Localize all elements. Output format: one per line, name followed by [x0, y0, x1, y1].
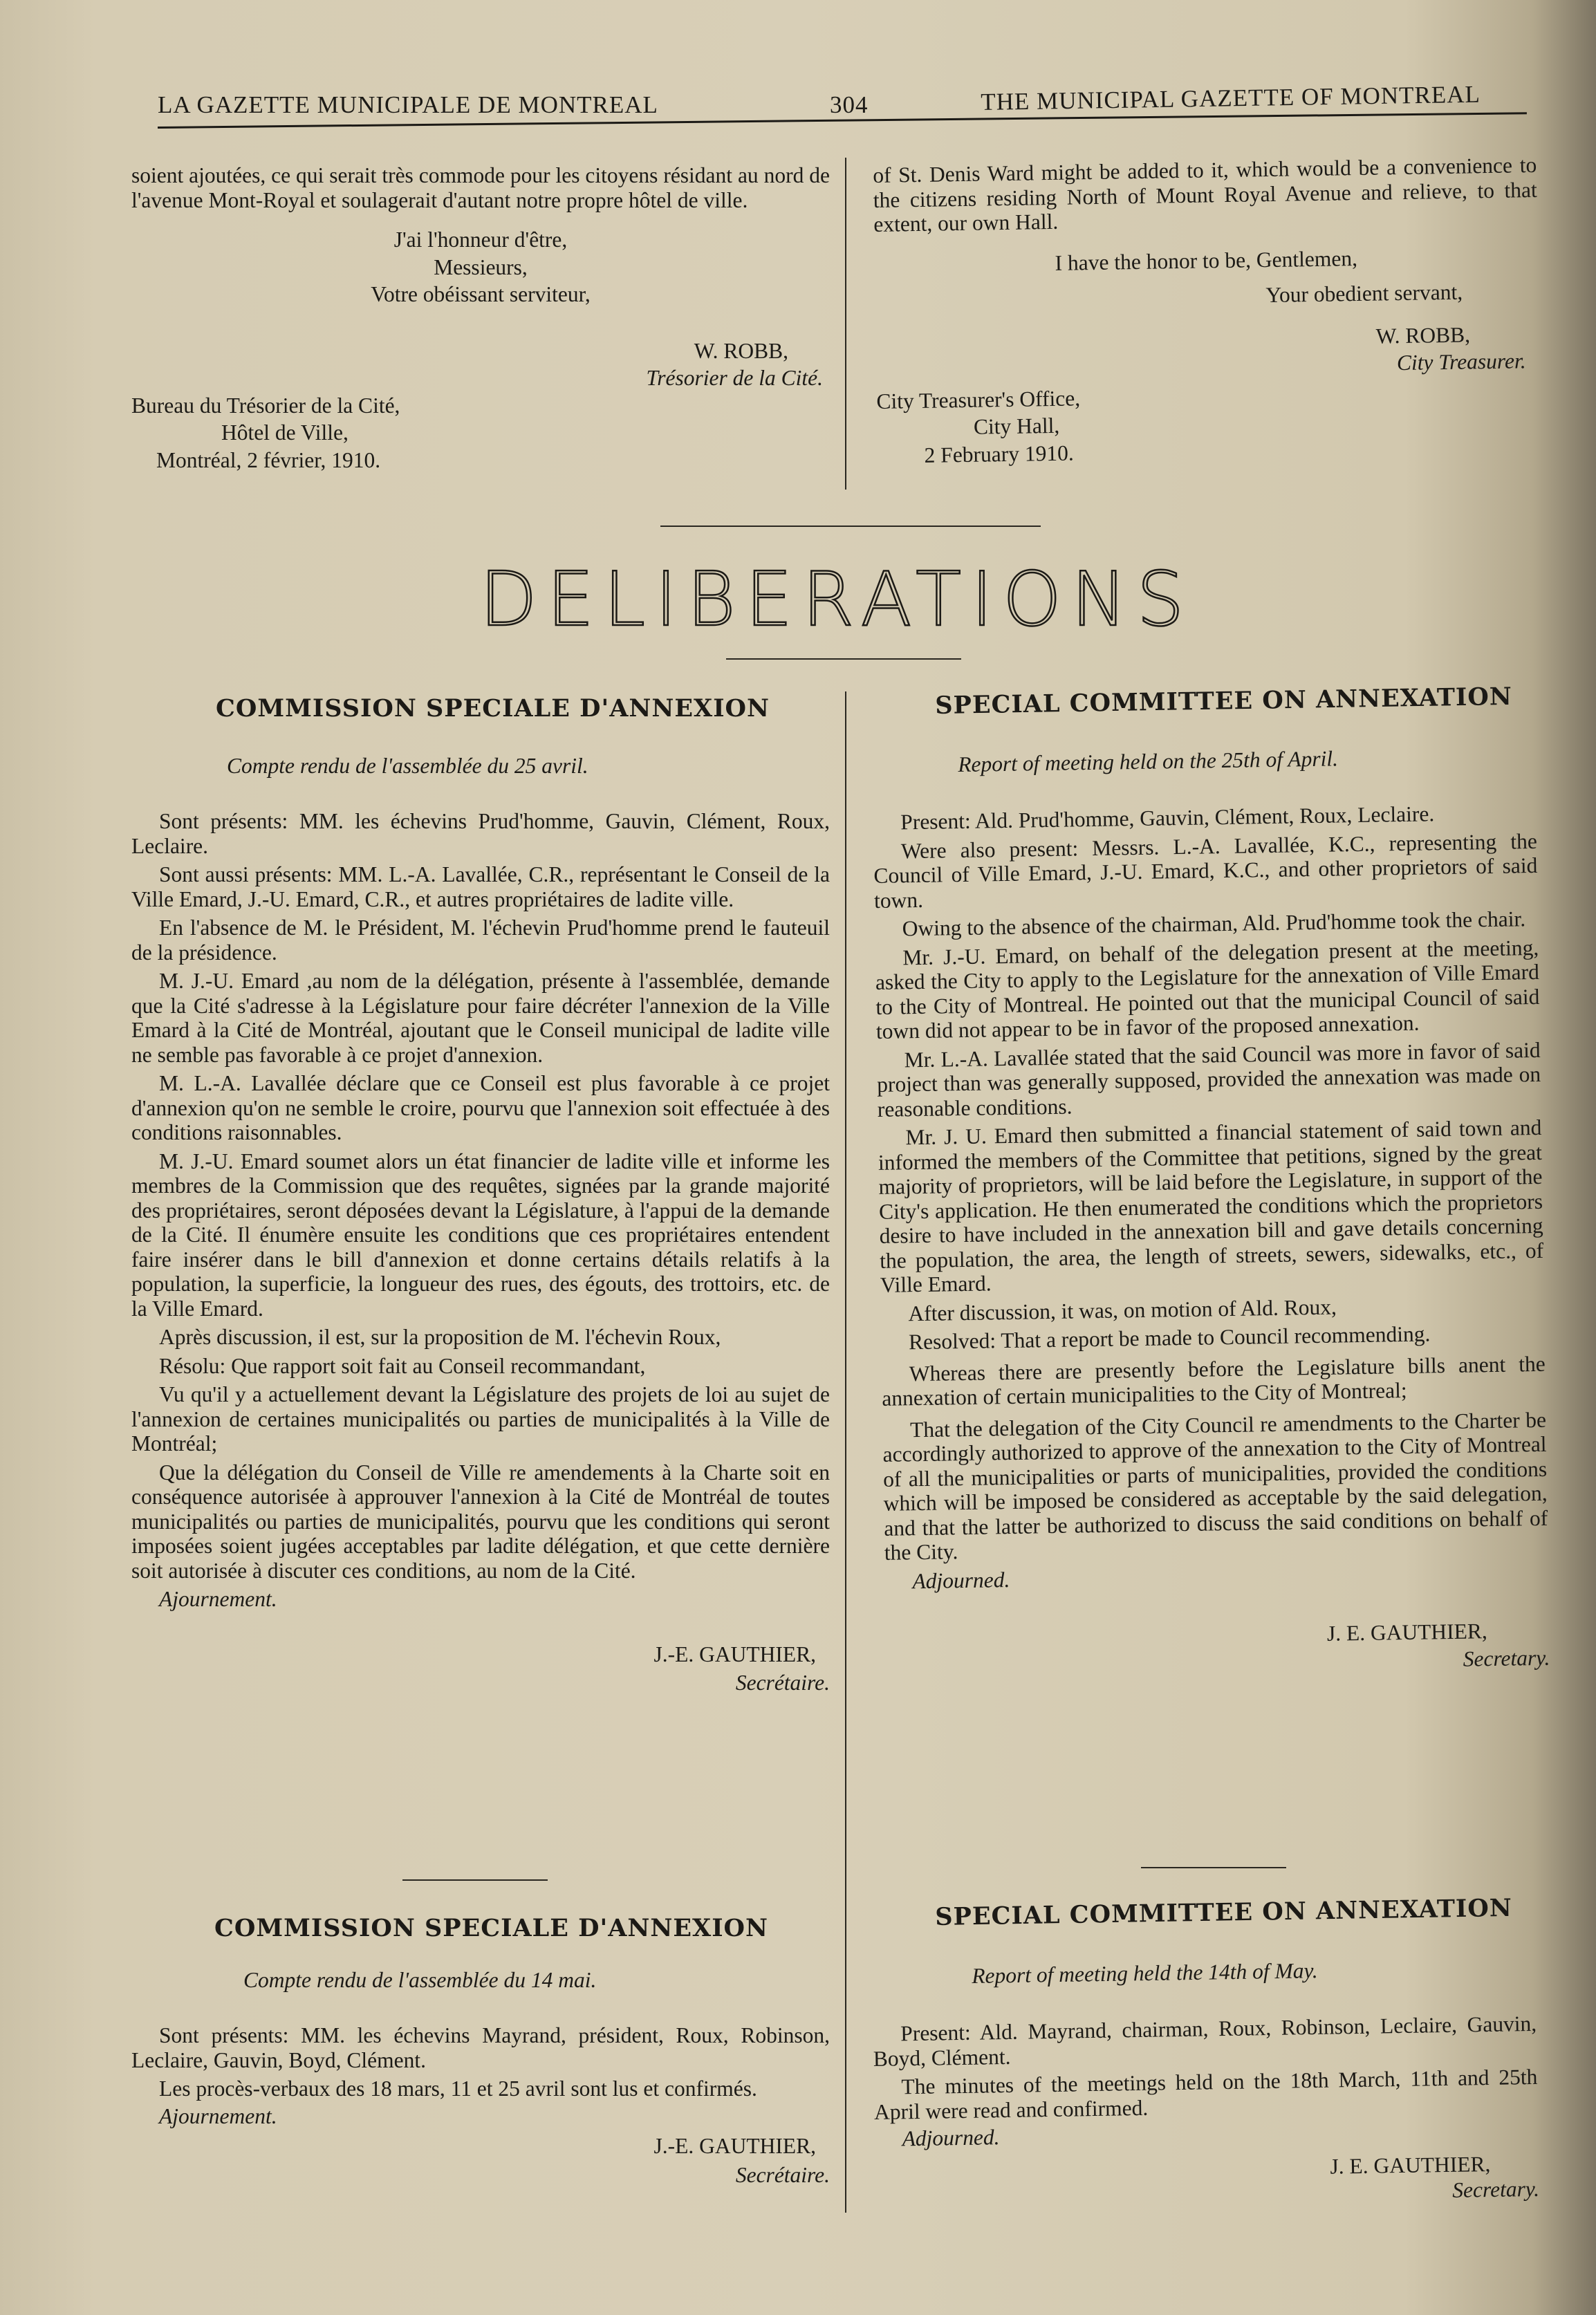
en-meeting2-paragraph: Present: Ald. Mayrand, chairman, Roux, Robinson, Leclaire, Gauvin, Boyd, Clément.	[873, 2011, 1537, 2071]
en-meeting1-paragraph: Whereas there are presently before the Legislature bills anent the annexation of certain municipalities to the City of Montreal;	[882, 1351, 1546, 1411]
letter-fr-title: Trésorier de la Cité.	[646, 366, 823, 390]
fr-meeting1-paragraph: M. J.-U. Emard soumet alors un état financier de ladite ville et informe les membres de la Commission que des requêtes, signées par la grande majorité des propriétaires, seront déposées devant la Législature, à l'appui de la demande de la Cité. Il énumère ensuite les conditions que ces propriétaires entendent faire insérer dans le bill d'annexion et donne certains détails relatifs à la population, la superficie, la longueur des rues, des égouts, des trottoirs, etc. de la Ville Emard.	[131, 1149, 830, 1321]
fr-meeting1-title: COMMISSION SPECIALE D'ANNEXION	[216, 694, 770, 723]
title-rule-bottom	[726, 658, 961, 660]
fr-meeting2-body	[131, 2023, 830, 2187]
fr-meeting2-title: COMMISSION SPECIALE D'ANNEXION	[214, 1914, 769, 1942]
header-right: THE MUNICIPAL GAZETTE OF MONTREAL	[981, 80, 1481, 115]
en-meeting2-adjourn: Adjourned.	[902, 2125, 1000, 2151]
letter-fr-address1: Bureau du Trésorier de la Cité,	[131, 393, 400, 418]
letter-en	[873, 153, 1541, 468]
section-title: DELIBERATIONS	[479, 557, 1194, 643]
fr-meeting1-subtitle: Compte rendu de l'assemblée du 25 avril.	[227, 754, 588, 778]
fr-meeting2-subtitle: Compte rendu de l'assemblée du 14 mai.	[243, 1968, 597, 1992]
fr-meeting1-paragraph: Vu qu'il y a actuellement devant la Législature des projets de loi au sujet de l'annexion de certaines municipalités ou parties de municipalités à la Ville de Montréal;	[131, 1382, 830, 1456]
fr-meeting1-paragraph: Après discussion, il est, sur la proposition de M. l'échevin Roux,	[159, 1325, 721, 1349]
title-rule-top	[660, 526, 1041, 527]
letter-en-closing2: Your obedient servant,	[1265, 279, 1463, 308]
letter-en-signature: W. ROBB,	[1375, 322, 1471, 348]
en-meeting1-sign-title: Secretary.	[1463, 1645, 1550, 1671]
column-divider-top	[845, 158, 846, 490]
letter-fr-closing3: Votre obéissant serviteur,	[371, 282, 591, 306]
en-meeting1-subtitle: Report of meeting held on the 25th of April.	[958, 746, 1339, 777]
fr-meeting1-paragraph: Sont présents: MM. les échevins Prud'homme, Gauvin, Clément, Roux, Leclaire.	[131, 809, 830, 858]
en-meeting1-adjourn: Adjourned.	[912, 1567, 1010, 1593]
fr-meeting1-signature: J.-E. GAUTHIER,	[653, 1642, 816, 1666]
letter-fr-closing1: J'ai l'honneur d'être,	[393, 227, 568, 252]
en-meeting1-paragraph: That the delegation of the City Council re amendments to the Charter be accordingly authorized to approve of the annexation to the City of Montreal of all the municipalities or parts of municipalities, provided the conditions which will be imposed be considered as acceptable by the said delegation, and that the latter be authorized to discuss the said conditions on behalf of the City.	[882, 1407, 1548, 1565]
separator-en	[1141, 1867, 1286, 1868]
letter-fr	[131, 163, 830, 472]
fr-meeting2-paragraph: Sont présents: MM. les échevins Mayrand, président, Roux, Robinson, Leclaire, Gauvin, Boyd, Clément.	[131, 2023, 830, 2072]
en-meeting1-paragraph: Were also present: Messrs. L.-A. Lavallée, K.C., representing the Council of Ville Emard, J.-U. Emard, K.C., and other proprietors of said town.	[873, 828, 1538, 913]
fr-meeting2-sign-title: Secrétaire.	[735, 2162, 830, 2187]
fr-meeting1-body	[131, 809, 830, 1695]
page-number: 304	[830, 91, 869, 118]
letter-fr-closing2: Messieurs,	[434, 254, 528, 279]
fr-meeting2-signature: J.-E. GAUTHIER,	[653, 2134, 816, 2158]
letter-fr-body: soient ajoutées, ce qui serait très commode pour les citoyens résidant au nord de l'avenue Mont-Royal et soulagerait d'autant notre propre hôtel de ville.	[131, 163, 830, 212]
fr-meeting1-paragraph: En l'absence de M. le Président, M. l'échevin Prud'homme prend le fauteuil de la présidence.	[131, 915, 830, 965]
en-meeting2-paragraph: The minutes of the meetings held on the 18th March, 11th and 25th April were read and confirmed.	[873, 2064, 1538, 2124]
column-divider-main	[845, 691, 846, 2213]
en-meeting1-paragraph: Resolved: That a report be made to Council recommending.	[908, 1321, 1431, 1355]
letter-en-title: City Treasurer.	[1396, 348, 1526, 375]
en-meeting1-paragraph: Mr. L.-A. Lavallée stated that the said Council was more in favor of said project than was generally supposed, provided the annexation was made on reasonable conditions.	[876, 1037, 1541, 1122]
en-meeting2-signature: J. E. GAUTHIER,	[1330, 2151, 1491, 2179]
letter-fr-signature: W. ROBB,	[694, 338, 788, 363]
en-meeting1-paragraph: After discussion, it was, on motion of Ald. Roux,	[908, 1294, 1337, 1326]
fr-meeting1-paragraph: M. J.-U. Emard ,au nom de la délégation, présente à l'assemblée, demande que la Cité s'adresse à la Législature pour faire décréter l'annexion de la Ville Emard à la Cité de Montréal, ajoutant que le Conseil municipal de ladite ville ne semble pas favorable à ce projet d'annexion.	[131, 969, 830, 1067]
header-left: LA GAZETTE MUNICIPALE DE MONTREAL	[158, 91, 658, 118]
en-meeting1-signature: J. E. GAUTHIER,	[1326, 1619, 1488, 1646]
letter-en-body: of St. Denis Ward might be added to it, which would be a convenience to the citizens residing North of Mount Royal Avenue and relieve, to that extent, our own Hall.	[873, 152, 1537, 236]
en-meeting2-title: SPECIAL COMMITTEE ON ANNEXATION	[935, 1893, 1513, 1931]
fr-meeting1-paragraph: Résolu: Que rapport soit fait au Conseil recommandant,	[159, 1353, 646, 1378]
fr-meeting1-paragraph: Que la délégation du Conseil de Ville re amendements à la Charte soit en conséquence autorisée à approuver l'annexion à la Cité de Montréal de toutes municipalités ou parties de municipalités, pourvu que les conditions qui seront imposées soient jugées acceptables par ladite délégation, et que cette dernière soit autorisée à discuter ces conditions, au nom de la Cité.	[131, 1460, 830, 1583]
en-meeting1-body	[873, 800, 1550, 1680]
en-meeting1-paragraph: Present: Ald. Prud'homme, Gauvin, Clément, Roux, Leclaire.	[900, 801, 1435, 835]
en-meeting1-paragraph: Mr. J. U. Emard then submitted a financial statement of said town and informed the members of the Committee that petitions, signed by the great majority of proprietors, will be laid before the Legislature, in support of the City's application. He then enumerated the conditions which the proprietors desire to have included in the annexation bill and gave details concerning the population, the area, the length of streets, sewers, sidewalks, etc., of Ville Emard.	[878, 1115, 1544, 1297]
en-meeting2-subtitle: Report of meeting held the 14th of May.	[972, 1958, 1318, 1988]
en-meeting2-body	[873, 2011, 1539, 2212]
fr-meeting2-paragraph: Les procès-verbaux des 18 mars, 11 et 25 avril sont lus et confirmés.	[159, 2076, 757, 2101]
fr-meeting2-adjourn: Ajournement.	[159, 2103, 277, 2128]
letter-fr-address3: Montréal, 2 février, 1910.	[156, 447, 381, 472]
fr-meeting1-adjourn: Ajournement.	[159, 1587, 277, 1611]
letter-fr-address2: Hôtel de Ville,	[221, 420, 349, 445]
letter-en-address2: City Hall,	[973, 413, 1060, 439]
letter-en-address3: 2 February 1910.	[924, 440, 1074, 467]
en-meeting1-paragraph: Owing to the absence of the chairman, Ald. Prud'homme took the chair.	[902, 907, 1526, 941]
en-meeting1-title: SPECIAL COMMITTEE ON ANNEXATION	[935, 682, 1513, 720]
en-meeting2-sign-title: Secretary.	[1451, 2176, 1540, 2202]
separator-fr	[402, 1879, 548, 1881]
en-meeting1-paragraph: Mr. J.-U. Emard, on behalf of the delegation present at the meeting, asked the City to apply to the Legislature for the annexation of Ville Emard to the City of Montreal. He pointed out that the municipal Council of said town did not appear to be in favor of the proposed annexation.	[875, 935, 1540, 1043]
fr-meeting1-paragraph: M. L.-A. Lavallée déclare que ce Conseil est plus favorable à ce projet d'annexion qu'on ne semble le croire, pourvu que l'annexion soit effectuée à des conditions raisonnables.	[131, 1071, 830, 1144]
letter-en-address1: City Treasurer's Office,	[876, 385, 1081, 413]
letter-en-closing1: I have the honor to be, Gentlemen,	[1055, 245, 1358, 275]
fr-meeting1-paragraph: Sont aussi présents: MM. L.-A. Lavallée, C.R., représentant le Conseil de la Ville Emard, J.-U. Emard, C.R., et autres propriétaires de ladite ville.	[131, 862, 830, 911]
fr-meeting1-sign-title: Secrétaire.	[735, 1671, 830, 1695]
